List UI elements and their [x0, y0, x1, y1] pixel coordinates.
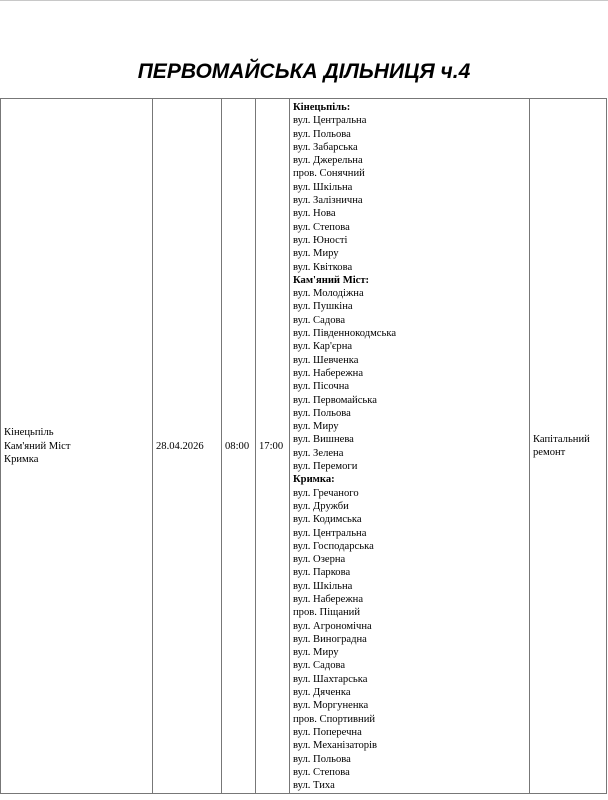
street-item: вул. Садова	[293, 314, 346, 326]
street-item: вул. Кар'єрна	[293, 341, 353, 353]
village-heading: Кримка:	[293, 474, 335, 486]
street-item: вул. Садова	[293, 660, 346, 672]
street-item: вул. Польова	[293, 407, 351, 419]
outage-schedule-table	[0, 98, 607, 794]
street-item: вул. Польова	[293, 753, 351, 765]
street-item: вул. Джерельна	[293, 155, 363, 167]
street-item: вул. Залізнична	[293, 195, 363, 207]
street-item: вул. Первомайська	[293, 394, 377, 406]
street-item: вул. Степова	[293, 766, 350, 778]
street-item: вул. Виноградна	[293, 633, 367, 645]
street-item: вул. Забарська	[293, 141, 358, 153]
end-time-cell: 17:00	[256, 99, 290, 794]
street-item: вул. Озерна	[293, 554, 346, 566]
street-item: вул. Агрономічна	[293, 620, 372, 632]
document-title: ПЕРВОМАЙСЬКА ДІЛЬНИЦЯ ч.4	[137, 60, 471, 83]
date-cell: 28.04.2026	[153, 99, 222, 794]
street-item: вул. Шахтарська	[293, 673, 368, 685]
street-item: пров. Сонячний	[293, 168, 365, 180]
settlement-name: Кінецьпіль	[4, 427, 54, 439]
street-item: вул. Шкільна	[293, 181, 353, 193]
street-item: вул. Нова	[293, 208, 336, 220]
streets-cell	[290, 99, 530, 794]
street-item: вул. Кодимська	[293, 514, 362, 526]
street-item: вул. Тиха	[293, 780, 335, 792]
street-item: вул. Механізаторів	[293, 740, 378, 752]
start-time-cell: 08:00	[222, 99, 256, 794]
street-item: вул. Миру	[293, 248, 339, 260]
street-item: вул. Дяченка	[293, 687, 351, 699]
street-item: вул. Миру	[293, 647, 339, 659]
street-item: вул. Вишнева	[293, 434, 354, 446]
street-item: вул. Набережна	[293, 593, 364, 605]
street-item: вул. Пісочна	[293, 381, 350, 393]
village-heading: Кінецьпіль:	[293, 102, 351, 113]
settlements-cell	[1, 99, 153, 794]
street-item: вул. Молодіжна	[293, 288, 364, 300]
page-top-border	[0, 0, 608, 1]
street-item: вул. Поперечна	[293, 726, 362, 738]
street-item: вул. Польова	[293, 128, 351, 140]
street-item: вул. Шевченка	[293, 354, 359, 366]
street-item: вул. Миру	[293, 421, 339, 433]
settlement-name: Кам'яний Міст	[4, 440, 71, 452]
street-item: вул. Степова	[293, 221, 350, 233]
street-item: вул. Юності	[293, 234, 348, 246]
street-item: вул. Центральна	[293, 115, 367, 127]
settlement-name: Кримка	[4, 453, 39, 465]
street-item: вул. Паркова	[293, 567, 351, 579]
reason-cell: Капітальний ремонт	[530, 99, 607, 794]
table-row	[1, 99, 607, 794]
street-item: вул. Пушкіна	[293, 301, 353, 313]
street-item: вул. Квіткова	[293, 261, 353, 273]
street-item: вул. Зелена	[293, 447, 344, 459]
village-heading: Кам'яний Міст:	[293, 274, 370, 286]
street-item: вул. Південнокодмська	[293, 328, 397, 340]
street-item: пров. Піщаний	[293, 607, 361, 619]
street-item: вул. Моргуненка	[293, 700, 369, 712]
street-item: вул. Набережна	[293, 367, 364, 379]
street-item: вул. Перемоги	[293, 461, 358, 473]
street-item: вул. Гречаного	[293, 487, 359, 499]
street-item: вул. Господарська	[293, 540, 374, 552]
street-item: пров. Спортивний	[293, 713, 376, 725]
street-item: вул. Центральна	[293, 527, 367, 539]
street-item: вул. Шкільна	[293, 580, 353, 592]
street-item: вул. Дружби	[293, 500, 349, 512]
